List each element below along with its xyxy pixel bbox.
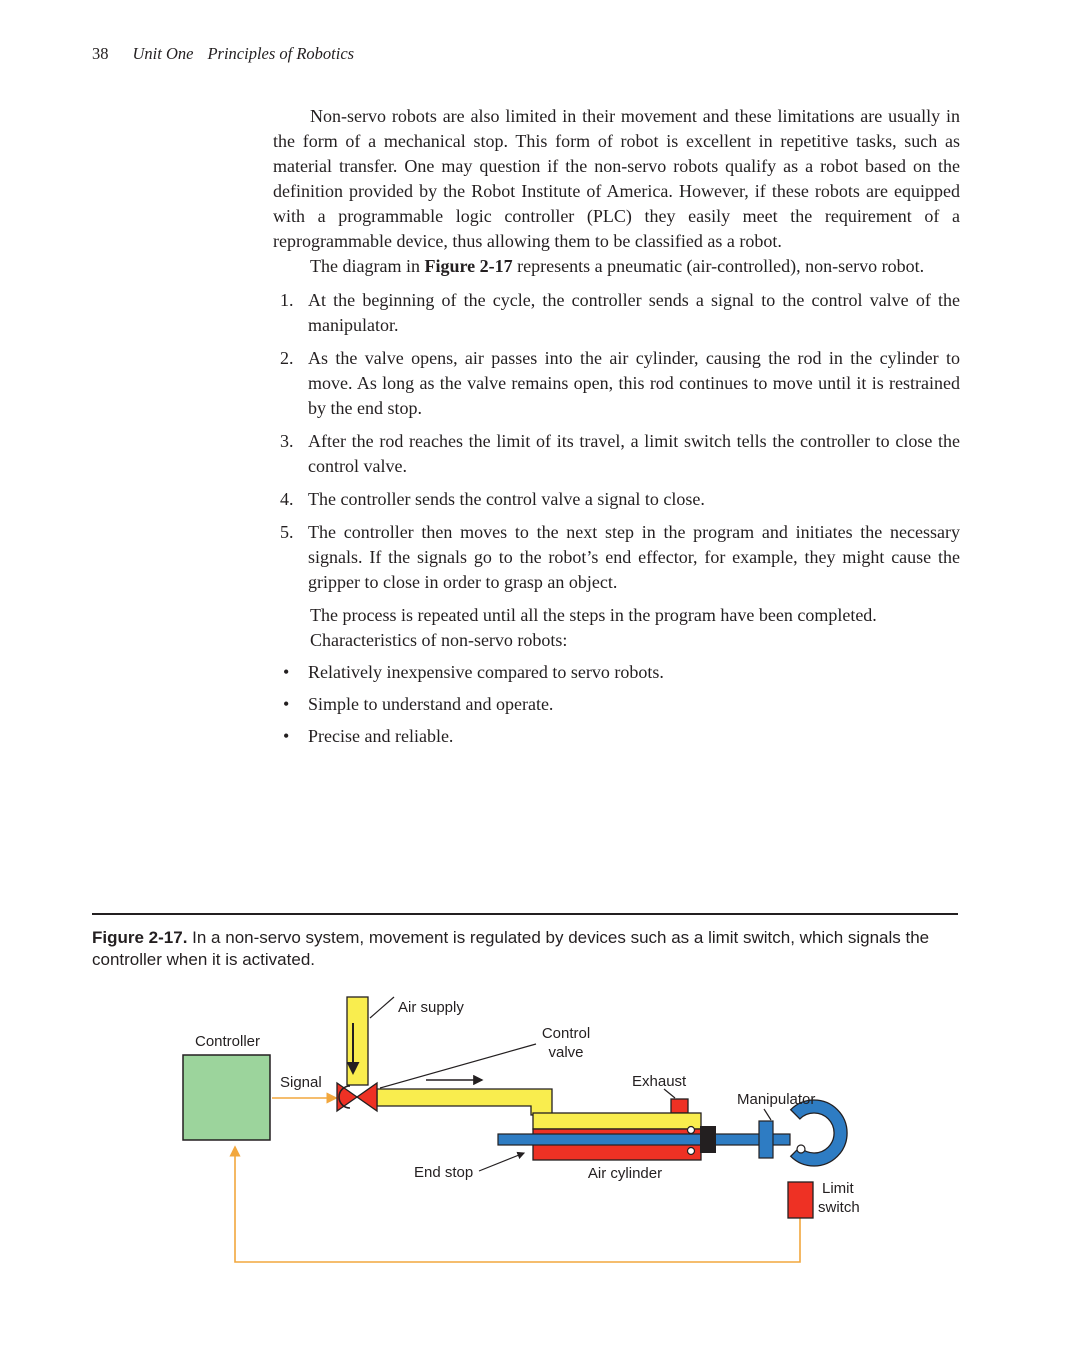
list-item [273,692,960,717]
list-item [273,288,960,338]
control-valve-label-line2: valve [548,1044,584,1061]
exhaust-label: Exhaust [632,1073,687,1090]
steps-list [273,288,960,595]
limit-switch-box [788,1182,813,1218]
air-supply-pipe [347,997,368,1085]
piston-rod [498,1134,790,1145]
list-item-number: 4. [280,489,294,509]
figure-caption [92,927,948,971]
paragraph-characteristics: Characteristics of non-servo robots: [310,630,568,650]
bullet-marker: • [283,726,290,746]
list-item [273,520,960,595]
control-valve [337,1083,377,1111]
list-item [273,724,960,749]
book-title: Principles of Robotics [207,44,355,63]
paragraph-nonservo: Non-servo robots are also limited in their movement and these limitations are usually in the form of a mechanical stop. This form of robot is excellent in repetitive tasks, such as material transfer. One may question if the non-servo robots qualify as a robot based on the definition provided by the Robot Institute of America. However, if these robots are equipped with a programmable logic controller (PLC) they easily meet the requirement of a reprogrammable device, thus allowing them to be classified as a robot. [273,106,960,251]
gripper-jaw [791,1100,847,1166]
limit-switch-label-line1: Limit [822,1180,854,1197]
exhaust-port [671,1099,688,1113]
cylinder-port-bottom [688,1148,695,1155]
page-number: 38 [92,44,109,63]
diagram-intro-pre: The diagram in [310,256,425,276]
list-item [273,487,960,512]
page-header [92,44,354,64]
bullet-text: Simple to understand and operate. [308,694,554,714]
list-item [273,660,960,685]
figure-diagram [0,985,1087,1295]
list-item [273,346,960,421]
list-item-number: 2. [280,348,294,368]
bullet-text: Relatively inexpensive compared to servo robots. [308,662,664,682]
bullet-marker: • [283,662,290,682]
list-item-number: 3. [280,431,294,451]
list-item-text: The controller sends the control valve a signal to close. [308,489,705,509]
figure-caption-text: In a non-servo system, movement is regulated by devices such as a limit switch, which signals the controller when it is activated. [92,928,930,969]
figure-caption-label: Figure 2-17. [92,928,188,947]
divider-rule [92,913,958,915]
list-item [273,429,960,479]
list-item-text: At the beginning of the cycle, the controller sends a signal to the control valve of the manipulator. [308,290,960,335]
control-valve-pointer [380,1044,536,1088]
manipulator-label: Manipulator [737,1091,816,1108]
controller-label: Controller [195,1033,261,1050]
air-supply-pointer [370,997,394,1018]
list-item-text: The controller then moves to the next step in the program and initiates the necessary signals. If the signals go to the robot’s end effector, for example, they might cause the gripper to close in order to grasp an object. [308,522,960,592]
list-item-text: After the rod reaches the limit of its travel, a limit switch tells the controller to close the control valve. [308,431,960,476]
controller-box [183,1055,270,1140]
limit-switch-label-line2: switch [818,1199,860,1216]
manipulator-pointer [764,1109,771,1120]
exhaust-pointer [664,1089,675,1098]
end-stop-label: End stop [414,1164,474,1181]
paragraph-process: The process is repeated until all the steps in the program have been completed. [310,605,877,625]
air-supply-label: Air supply [398,999,464,1016]
figure-reference: Figure 2-17 [424,256,513,276]
air-cylinder-label: Air cylinder [587,1165,663,1182]
cylinder-port-top [688,1127,695,1134]
list-item-number: 1. [280,290,294,310]
pipe-to-cylinder [377,1089,552,1115]
diagram-intro-post: represents a pneumatic (air-controlled), non-servo robot. [512,256,925,276]
list-item-text: As the valve opens, air passes into the air cylinder, causing the rod in the cylinder to move. As long as the valve remains open, this rod continues to move until it is restrained by the end stop. [308,348,960,418]
rod-coupler [700,1126,716,1153]
end-stop-pointer [479,1153,524,1171]
unit-title: Unit One [132,44,194,63]
gripper-pivot [797,1145,805,1153]
feedback-line [235,1147,800,1262]
body-text [273,104,960,756]
gripper-wrist [759,1121,773,1158]
bullet-list [273,660,960,749]
valve-right-triangle [357,1083,377,1111]
bullet-marker: • [283,694,290,714]
bullet-text: Precise and reliable. [308,726,454,746]
list-item-number: 5. [280,522,294,542]
signal-label: Signal [280,1074,322,1091]
paragraph-diagram-intro [273,254,960,279]
air-cylinder-top-band [533,1113,701,1129]
control-valve-label-line1: Control [541,1025,591,1042]
